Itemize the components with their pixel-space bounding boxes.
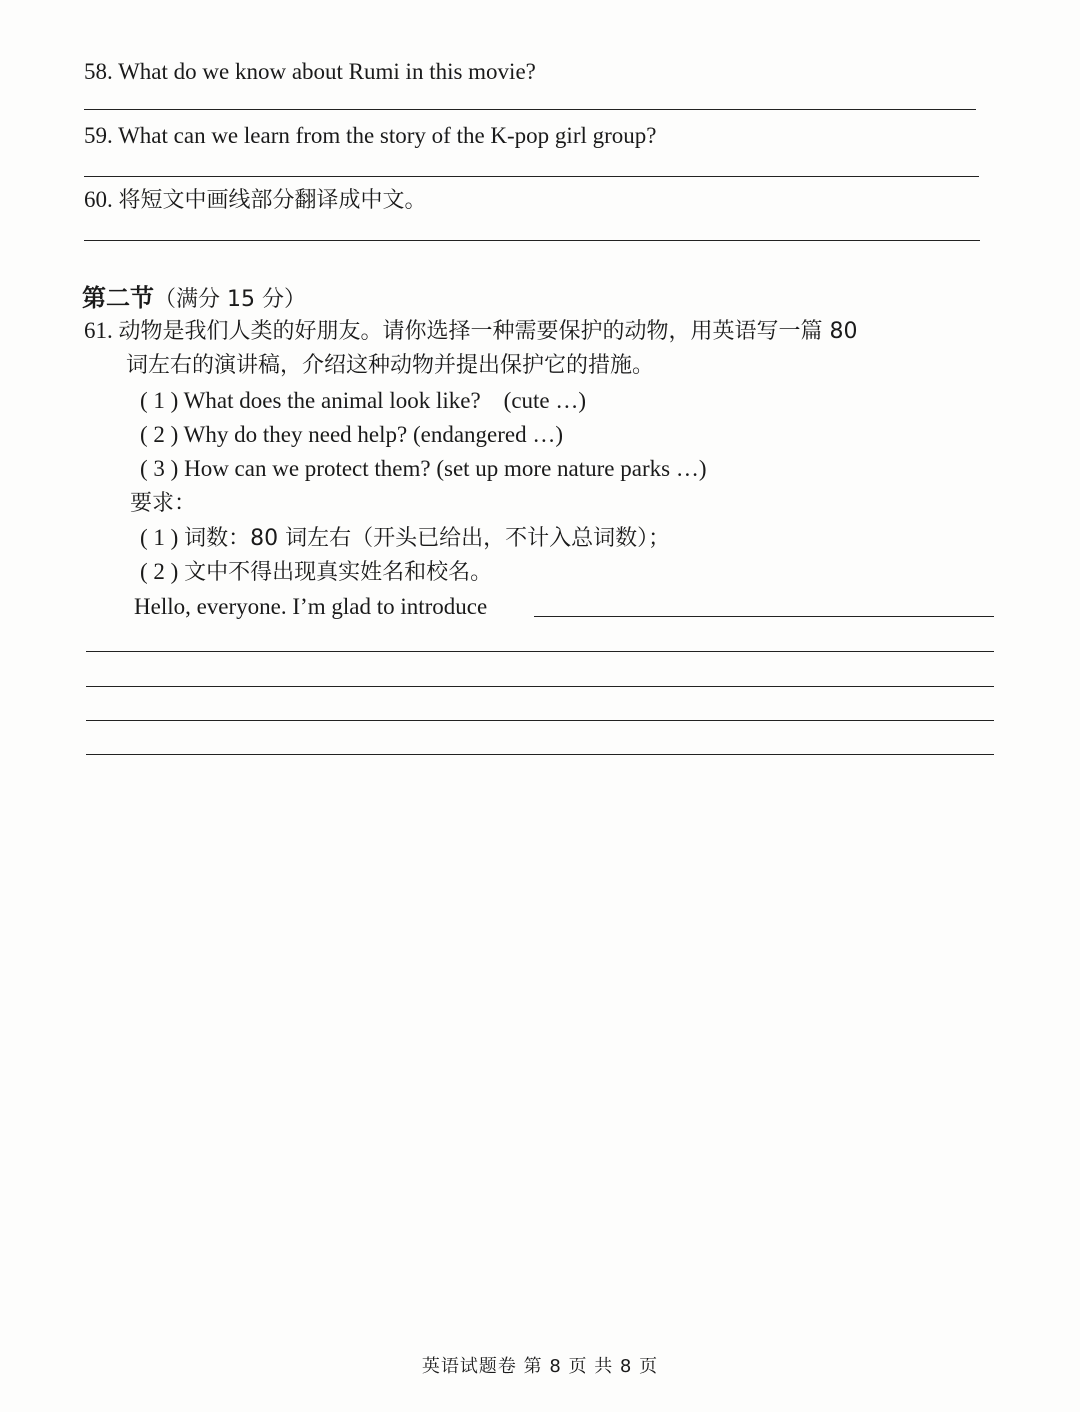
hint-1-text: What does the animal look like? (cute …) bbox=[183, 388, 587, 413]
requirement-1 bbox=[140, 524, 670, 553]
answer-line-59[interactable] bbox=[84, 176, 979, 177]
question-60-text: 将短文中画线部分翻译成中文。 bbox=[118, 188, 427, 213]
hint-3-label: ( 3 ) bbox=[140, 456, 179, 481]
answer-line-60[interactable] bbox=[84, 240, 980, 241]
answer-line-58[interactable] bbox=[84, 109, 976, 110]
section-2-title: 第二节 bbox=[82, 284, 154, 312]
question-59 bbox=[84, 122, 657, 150]
hint-2 bbox=[140, 421, 563, 449]
essay-line-2[interactable] bbox=[86, 686, 994, 687]
question-61-number: 61. bbox=[84, 318, 113, 343]
essay-opening bbox=[134, 593, 487, 621]
hint-2-text: Why do they need help? (endangered …) bbox=[183, 422, 564, 447]
requirement-1-label: ( 1 ) bbox=[140, 525, 179, 550]
hint-1 bbox=[140, 387, 586, 415]
question-61-prompt-line2: 词左右的演讲稿，介绍这种动物并提出保护它的措施。 bbox=[126, 353, 655, 378]
requirement-2 bbox=[140, 558, 492, 587]
essay-line-0[interactable] bbox=[534, 616, 994, 617]
hint-1-label: ( 1 ) bbox=[140, 388, 179, 413]
section-2-header bbox=[82, 283, 306, 315]
hint-2-label: ( 2 ) bbox=[140, 422, 179, 447]
question-61 bbox=[84, 317, 858, 346]
question-58-number: 58. bbox=[84, 59, 113, 84]
requirement-2-label: ( 2 ) bbox=[140, 559, 179, 584]
essay-line-1[interactable] bbox=[86, 651, 994, 652]
essay-opening-text: Hello, everyone. I’m glad to introduce bbox=[134, 594, 488, 619]
hint-3 bbox=[140, 455, 707, 483]
essay-line-4[interactable] bbox=[86, 754, 994, 755]
question-61-prompt-line1: 动物是我们人类的好朋友。请你选择一种需要保护的动物，用英语写一篇 80 bbox=[118, 319, 858, 344]
section-2-score: （满分 15 分） bbox=[154, 287, 306, 312]
requirement-2-text: 文中不得出现真实姓名和校名。 bbox=[184, 560, 493, 585]
question-59-number: 59. bbox=[84, 123, 113, 148]
essay-line-3[interactable] bbox=[86, 720, 994, 721]
hint-3-text: How can we protect them? (set up more nature parks …) bbox=[184, 456, 707, 481]
requirements-title: 要求： bbox=[130, 491, 197, 516]
question-60-number: 60. bbox=[84, 187, 113, 212]
question-60 bbox=[84, 186, 427, 215]
question-58-text: What do we know about Rumi in this movie? bbox=[118, 59, 536, 84]
question-59-text: What can we learn from the story of the K-pop girl group? bbox=[118, 123, 657, 148]
page-footer: 英语试题卷 第 8 页 共 8 页 bbox=[421, 1356, 659, 1377]
requirement-1-text: 词数：80 词左右（开头已给出，不计入总词数）； bbox=[184, 526, 671, 551]
question-58 bbox=[84, 58, 536, 86]
